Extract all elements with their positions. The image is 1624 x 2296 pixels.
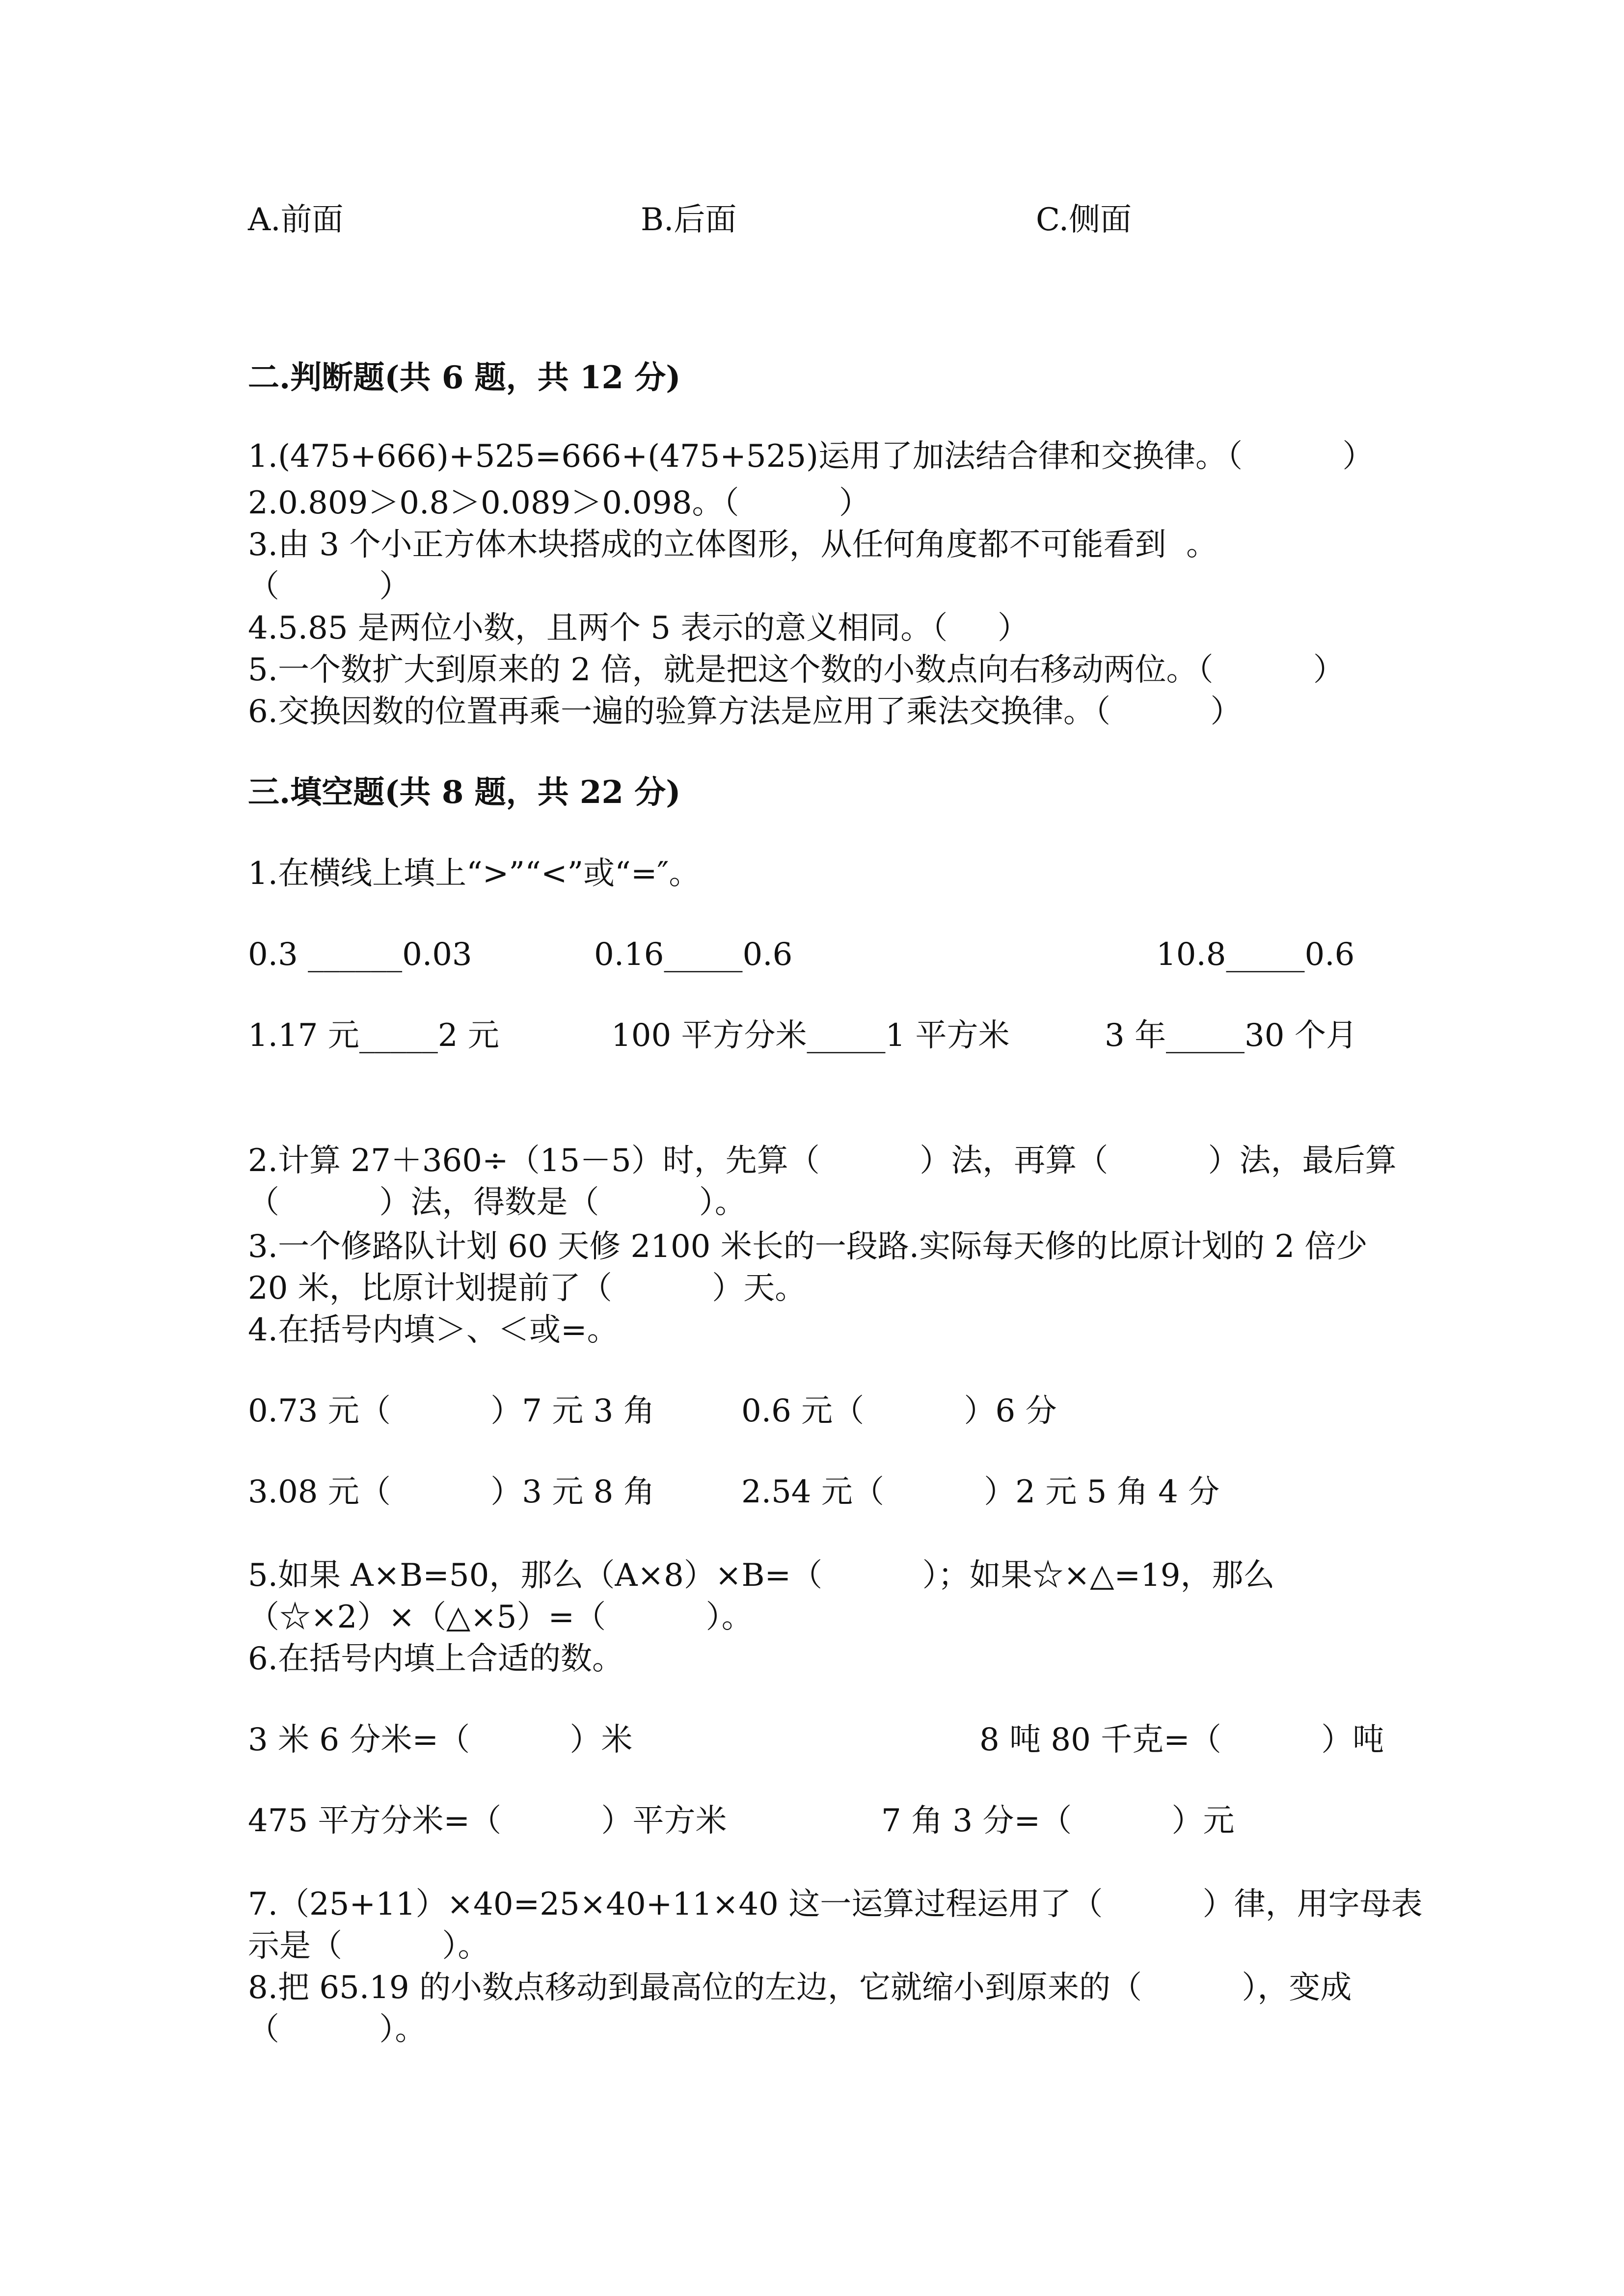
- section-3-title: 三.填空题(共 8 题，共 22 分): [248, 774, 681, 811]
- judge-item-6: 6.交换因数的位置再乘一遍的验算方法是应用了乘法交换律。（ ）: [248, 694, 1242, 730]
- fill-q4-compare-2: 0.6 元（ ）6 分: [741, 1393, 1057, 1429]
- judge-item-3-bracket: （ ）: [248, 568, 411, 605]
- fill-q7-line-1: 7.（25+11）×40=25×40+11×40 这一运算过程运用了（ ）律，用字母表: [248, 1886, 1423, 1922]
- fill-q2-line-2: （ ）法，得数是（ ）。: [248, 1184, 746, 1221]
- fill-q4-compare-1: 0.73 元（ ）7 元 3 角: [248, 1393, 655, 1429]
- judge-item-4: 4.5.85 是两位小数，且两个 5 表示的意义相同。（ ）: [248, 610, 1029, 646]
- fill-q3-line-1: 3.一个修路队计划 60 天修 2100 米长的一段路.实际每天修的比原计划的 2 倍少: [248, 1228, 1368, 1265]
- fill-q7-line-2: 示是（ ）。: [248, 1928, 489, 1964]
- fill-q1-compare-2: 0.16_____0.6: [594, 936, 793, 973]
- fill-q8-line-1: 8.把 65.19 的小数点移动到最高位的左边，它就缩小到原来的（ ），变成: [248, 1970, 1352, 2006]
- fill-q1-compare-1: 0.3 ______0.03: [248, 936, 472, 973]
- fill-q2-line-1: 2.计算 27＋360÷（15－5）时，先算（ ）法，再算（ ）法，最后算: [248, 1143, 1397, 1179]
- fill-q6-item-1: 3 米 6 分米=（ ）米: [248, 1722, 633, 1758]
- section-2-title: 二.判断题(共 6 题，共 12 分): [248, 359, 681, 396]
- fill-q1-compare-5: 100 平方分米_____1 平方米: [611, 1017, 1010, 1054]
- fill-q3-line-2: 20 米，比原计划提前了（ ）天。: [248, 1270, 807, 1307]
- judge-item-5: 5.一个数扩大到原来的 2 倍，就是把这个数的小数点向右移动两位。（ ）: [248, 652, 1345, 688]
- fill-q1-compare-3: 10.8_____0.6: [1156, 936, 1355, 973]
- fill-q4-compare-3: 3.08 元（ ）3 元 8 角: [248, 1474, 655, 1510]
- option-c: C.侧面: [1036, 202, 1132, 238]
- fill-q6-item-3: 475 平方分米=（ ）平方米: [248, 1803, 727, 1839]
- judge-item-1: 1.(475+666)+525=666+(475+525)运用了加法结合律和交换律。（ ）: [248, 438, 1374, 475]
- option-b: B.后面: [641, 202, 737, 238]
- judge-item-2: 2.0.809＞0.8＞0.089＞0.098。（ ）: [248, 485, 870, 521]
- fill-q5-line-2: （☆×2）×（△×5）=（ ）。: [248, 1599, 753, 1635]
- fill-q6-item-4: 7 角 3 分=（ ）元: [881, 1803, 1235, 1839]
- fill-q1-text: 1.在横线上填上“>”“<”或“=″。: [248, 855, 701, 892]
- fill-q4-compare-4: 2.54 元（ ）2 元 5 角 4 分: [741, 1474, 1220, 1510]
- fill-q1-compare-6: 3 年_____30 个月: [1105, 1017, 1357, 1054]
- fill-q6-item-2: 8 吨 80 千克=（ ）吨: [979, 1722, 1384, 1758]
- option-a: A.前面: [248, 202, 344, 238]
- fill-q6-text: 6.在括号内填上合适的数。: [248, 1641, 624, 1677]
- fill-q8-line-2: （ ）。: [248, 2011, 427, 2048]
- judge-item-3: 3.由 3 个小正方体木块搭成的立体图形，从任何角度都不可能看到 。: [248, 527, 1218, 563]
- fill-q4-text: 4.在括号内填＞、＜或=。: [248, 1312, 619, 1348]
- fill-q5-line-1: 5.如果 A×B=50，那么（A×8）×B=（ ）；如果☆×△=19，那么: [248, 1557, 1275, 1594]
- fill-q1-compare-4: 1.17 元_____2 元: [248, 1017, 499, 1054]
